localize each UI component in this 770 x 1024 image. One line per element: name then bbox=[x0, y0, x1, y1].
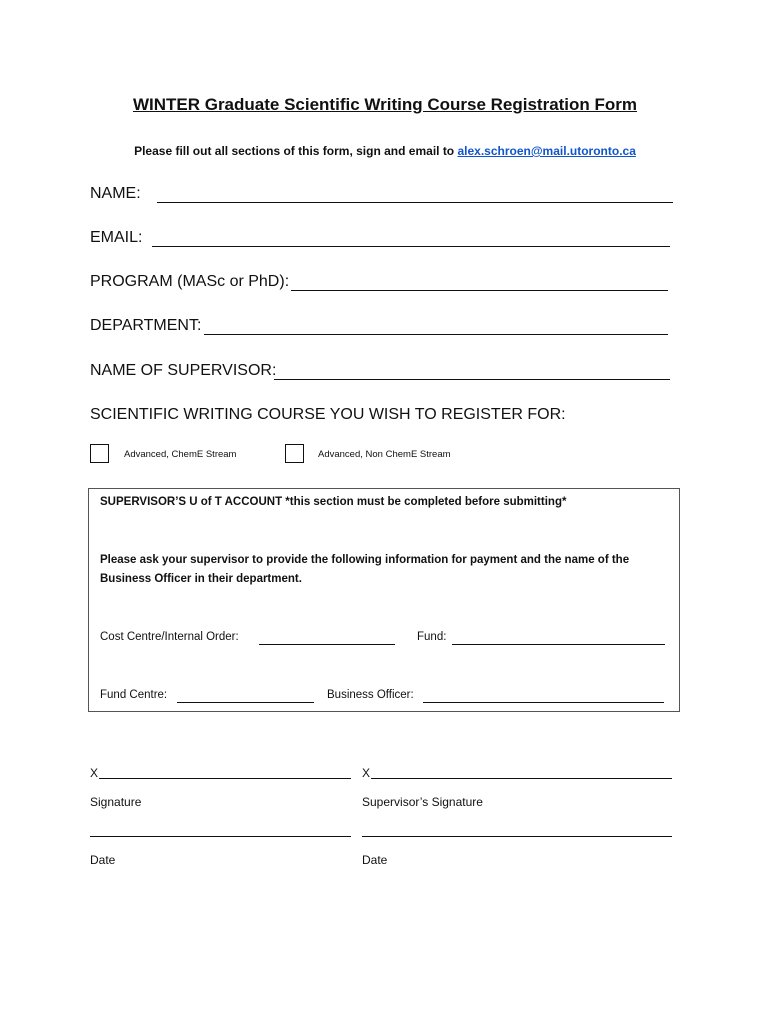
cost-centre-line[interactable] bbox=[259, 644, 395, 645]
supervisor-label: NAME OF SUPERVISOR: bbox=[90, 362, 277, 379]
checkbox-non-cheme-label: Advanced, Non ChemE Stream bbox=[318, 449, 451, 460]
email-line[interactable] bbox=[152, 246, 670, 247]
email-link[interactable]: alex.schroen@mail.utoronto.ca bbox=[457, 144, 636, 158]
checkbox-cheme[interactable] bbox=[90, 444, 109, 463]
signature-label: Signature bbox=[90, 795, 142, 809]
supervisor-date-label: Date bbox=[362, 853, 388, 867]
signature-x-mark: X bbox=[90, 766, 99, 780]
supervisor-signature-line[interactable] bbox=[371, 778, 672, 779]
fund-centre-label: Fund Centre: bbox=[100, 689, 168, 701]
business-officer-line[interactable] bbox=[423, 702, 664, 703]
form-title: WINTER Graduate Scientific Writing Course Registration Form bbox=[132, 95, 638, 114]
instructions-text: Please fill out all sections of this form, sign and email to bbox=[134, 144, 458, 158]
fund-label: Fund: bbox=[417, 631, 447, 643]
date-line[interactable] bbox=[90, 836, 351, 837]
department-label: DEPARTMENT: bbox=[90, 317, 202, 334]
checkbox-cheme-label: Advanced, ChemE Stream bbox=[124, 449, 237, 460]
name-line[interactable] bbox=[157, 202, 673, 203]
date-label: Date bbox=[90, 853, 116, 867]
program-label: PROGRAM (MASc or PhD): bbox=[90, 273, 290, 290]
email-label: EMAIL: bbox=[90, 229, 143, 246]
instructions bbox=[0, 144, 770, 158]
supervisor-signature-label: Supervisor’s Signature bbox=[362, 795, 483, 809]
course-question: SCIENTIFIC WRITING COURSE YOU WISH TO REGISTER FOR: bbox=[90, 406, 566, 423]
checkbox-non-cheme[interactable] bbox=[285, 444, 304, 463]
supervisor-account-heading: SUPERVISOR’S U of T ACCOUNT *this section must be completed before submitting* bbox=[100, 496, 567, 508]
supervisor-signature-x-mark: X bbox=[362, 766, 371, 780]
name-label: NAME: bbox=[90, 185, 141, 202]
signature-line[interactable] bbox=[99, 778, 351, 779]
fund-centre-line[interactable] bbox=[177, 702, 314, 703]
supervisor-line[interactable] bbox=[274, 379, 670, 380]
supervisor-date-line[interactable] bbox=[362, 836, 672, 837]
supervisor-request-line1: Please ask your supervisor to provide the following information for payment and the name of the bbox=[100, 554, 630, 566]
fund-line[interactable] bbox=[452, 644, 665, 645]
supervisor-request-line2: Business Officer in their department. bbox=[100, 573, 302, 585]
supervisor-account-section bbox=[88, 488, 680, 712]
business-officer-label: Business Officer: bbox=[327, 689, 414, 701]
cost-centre-label: Cost Centre/Internal Order: bbox=[100, 631, 239, 643]
department-line[interactable] bbox=[204, 334, 668, 335]
program-line[interactable] bbox=[291, 290, 668, 291]
